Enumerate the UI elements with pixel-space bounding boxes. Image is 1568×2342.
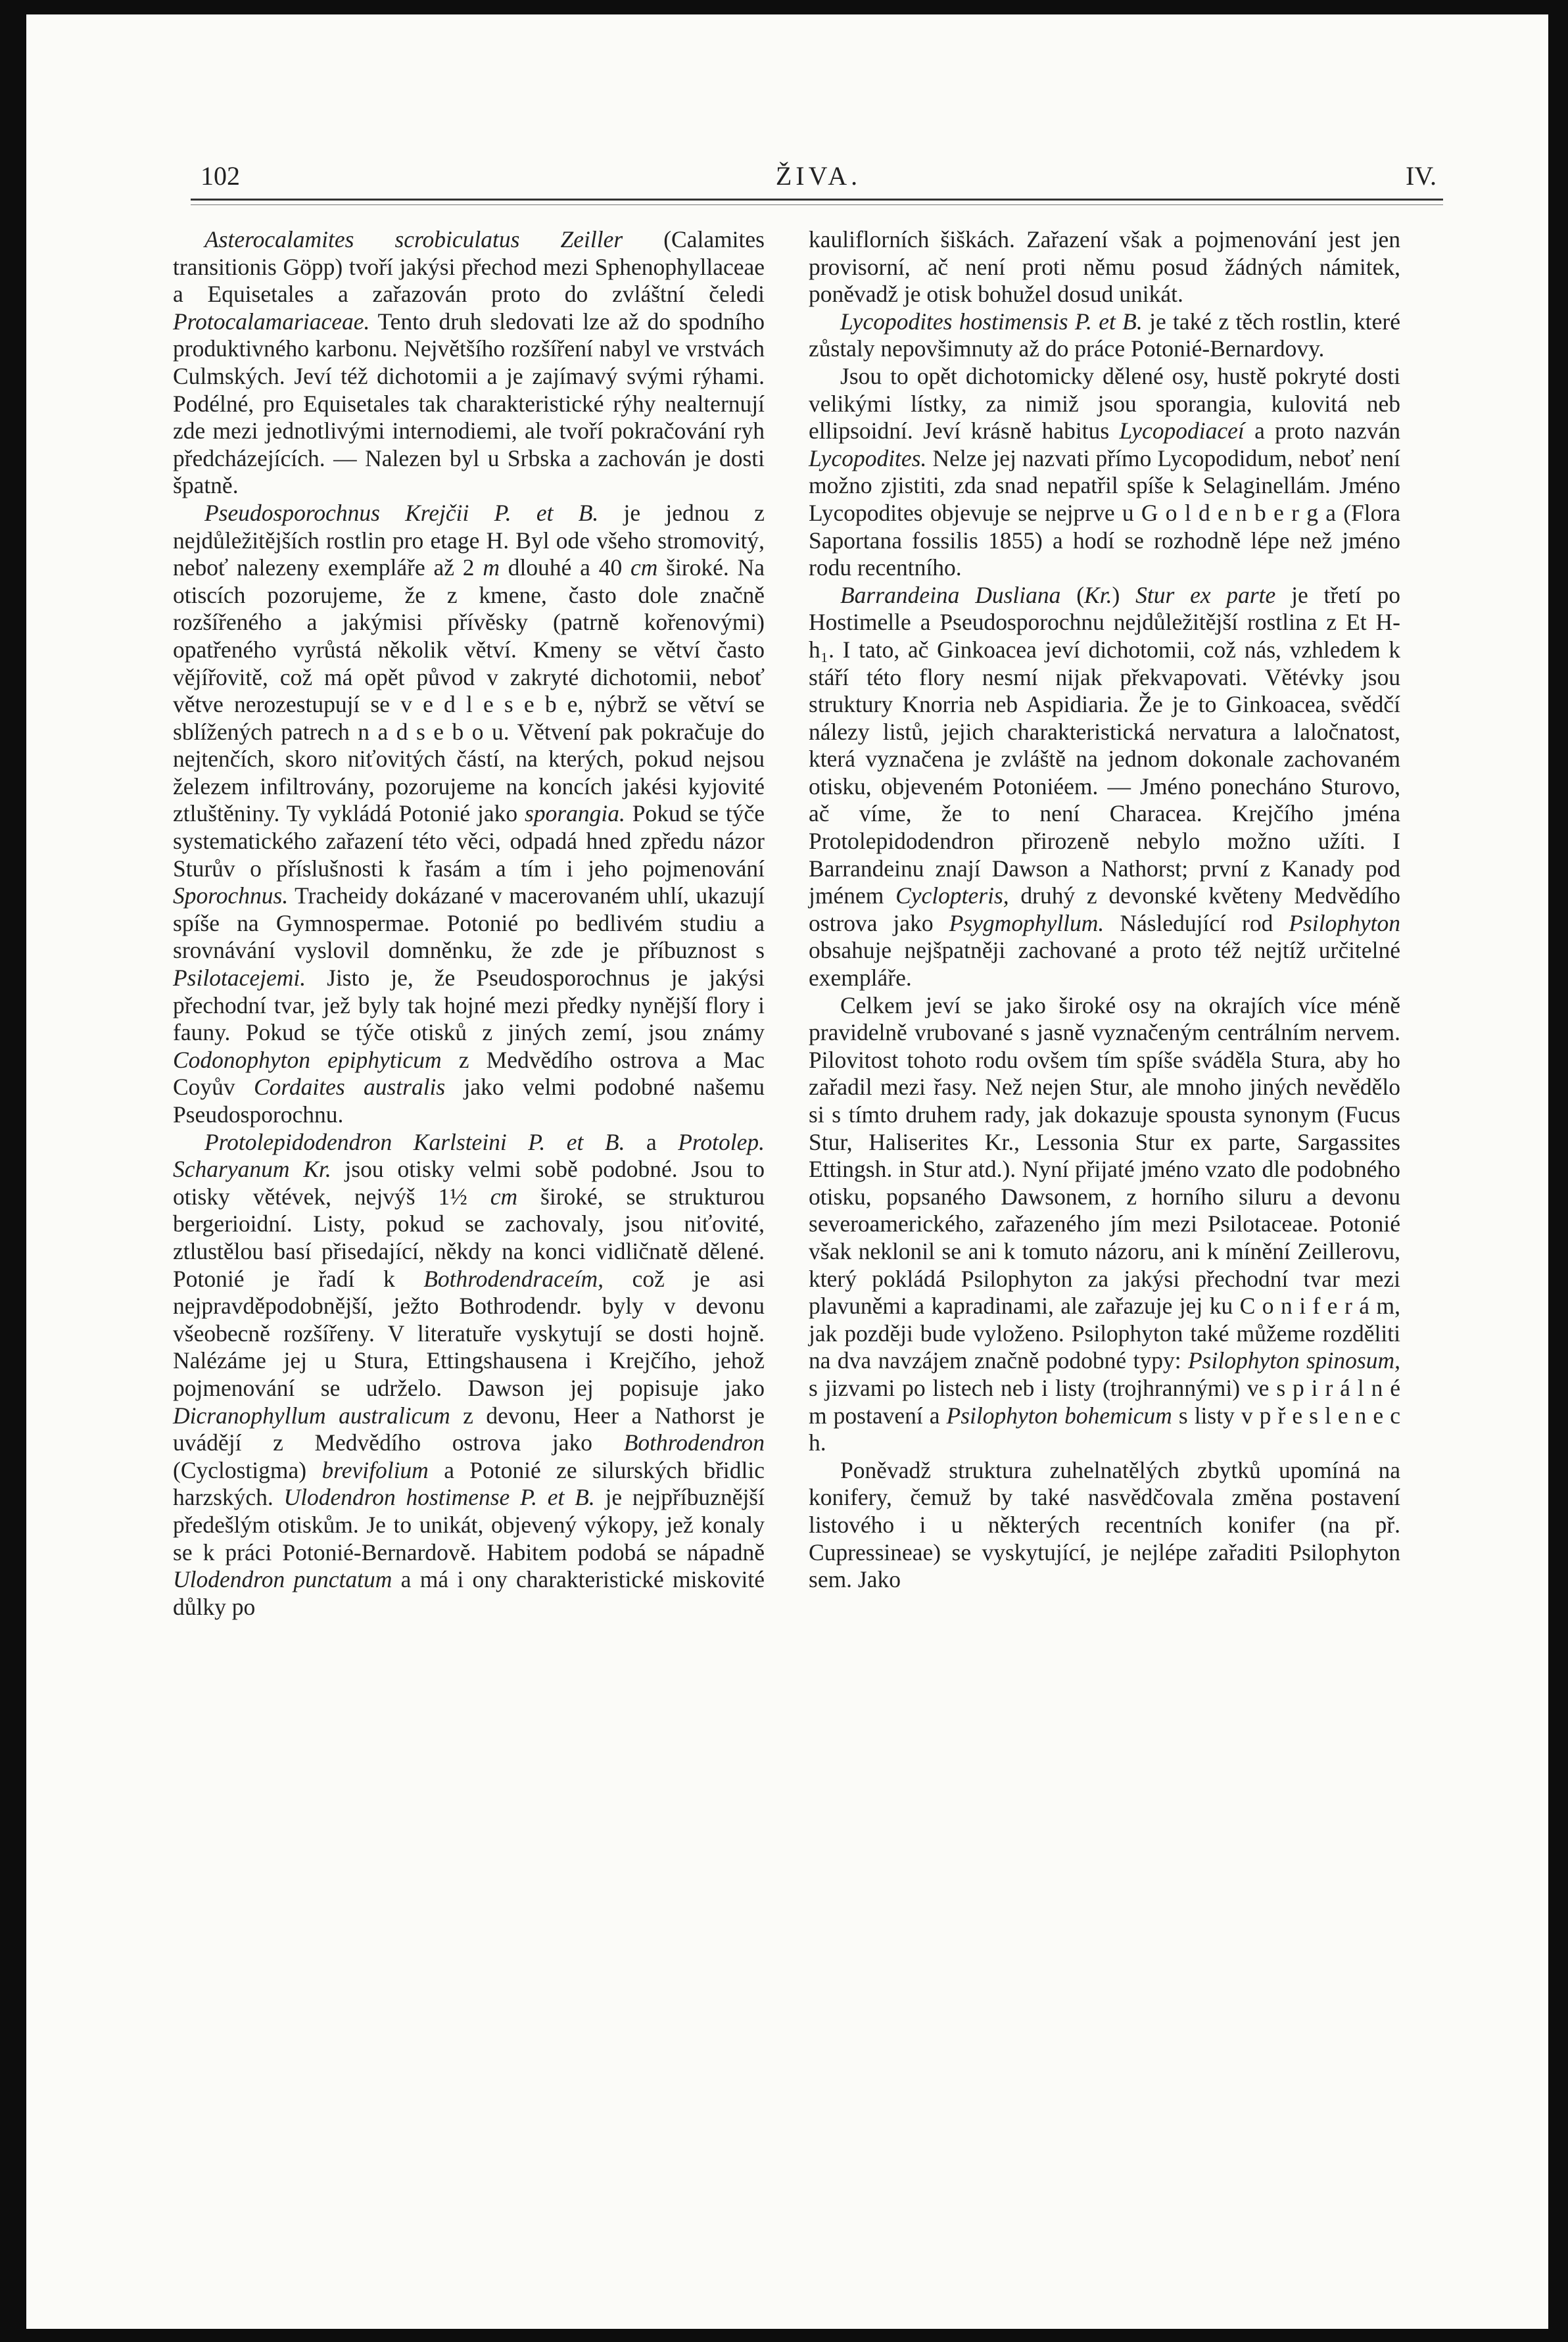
italic-text: Ulodendron hostimense P. et B. xyxy=(283,1484,595,1511)
header-rule-thin xyxy=(191,204,1443,205)
document-page xyxy=(26,14,1548,2329)
text-run: široké. Na otiscích pozorujeme, že z kmene, často dole značně rozšířeného a jakýmisi přívěsky (patrně kořenovými) opatřeného vyrůstá několik větví. Kmeny se větví často vějířovitě, což má opět původ v zakryté dichotomii, neboť větve nerozestupují se v e d l e s e b e, nýbrž se větví se sblížených patrech n a d s e b o u. Větvení pak pokračuje do nejtenčích, skoro niťovitých částí, na kterých, pokud nejsou železem infiltrovány, pozorujeme na koncích jakési kyjovité ztluštěniny. Ty vykládá Potonié jako xyxy=(173,554,765,827)
italic-text: Lycopodiaceí xyxy=(1119,418,1245,444)
italic-text: cm xyxy=(490,1183,518,1210)
italic-text: Lycopodites hostimensis P. et B. xyxy=(840,308,1143,335)
text-run: Tracheidy dokázané v macerovaném uhlí, ukazují spíše na Gymnospermae. Potonié po bedlivém studiu a srovnávání vyslovil domněnku, že zde je příbuznost s xyxy=(173,882,765,964)
paragraph xyxy=(173,500,765,1129)
text-run: dlouhé a 40 xyxy=(499,554,630,581)
text-run: kauliflorních šiškách. Zařazení však a pojmenování jest jen provisorní, ač není proti němu posud žádných námitek, poněvadž je otisk bohužel dosud unikát. xyxy=(809,226,1400,308)
header-rule xyxy=(191,199,1443,201)
text-run: což je asi nejpravděpodobnější, ježto Bothrodendr. byly v devonu všeobecně rozšířeny. V literatuře vyskytují se dosti hojně. Nalézáme jej u Stura, Ettingshausena i Krejčího, jehož pojmenování se udrželo. Dawson jej popisuje jako xyxy=(173,1265,765,1401)
italic-text: Protolepidodendron Karlsteini P. et B. xyxy=(204,1128,625,1155)
paragraph xyxy=(809,226,1400,308)
text-run: a proto nazván xyxy=(1244,418,1400,444)
text-run: Nelze jej nazvati přímo Lycopodidum, neboť není možno zjistiti, zda snad nepatřil spíše k Selaginellám. Jméno Lycopodites objevuje se nejprve u G o l d e n b e r g a (Flora Saportana fossilis 1855) a hodí se rozhodně lépe než jméno rodu recentního. xyxy=(809,444,1400,581)
paragraph xyxy=(809,992,1400,1457)
paragraph xyxy=(809,308,1400,363)
text-run: a xyxy=(625,1128,678,1155)
italic-text: Protocalamariaceae. xyxy=(173,308,370,335)
italic-text: cm xyxy=(630,554,658,581)
italic-text: Cordaites australis xyxy=(253,1074,446,1101)
text-run: ( xyxy=(1060,581,1085,608)
text-run: (Cyclostigma) xyxy=(173,1456,322,1483)
paragraph xyxy=(173,1129,765,1621)
italic-text: Psilophyton xyxy=(1289,909,1400,936)
italic-text: Kr. xyxy=(1084,581,1112,608)
italic-text: Dicranophyllum australicum xyxy=(173,1402,450,1429)
text-run: je jednou z nejdůležitějších rostlin pro etage H. Byl ode všeho stromovitý, neboť nalezeny exempláře až 2 xyxy=(173,499,765,581)
text-run: je třetí po Hostimelle a Pseudosporochnu nejdůležitější rostlina z Et H-h₁. I tato, ač Ginkoacea jeví dichotomii, což nás, vzhledem k stáří této flory nesmí nijak překvapovati. Větévky jsou struktury Knorria neb Aspidiaria. Že je to Ginkoacea, svědčí nálezy listů, jejich charakteristická nervatura a laločnatost, která vyznačena je zvláště na jednom dokonale zachovaném otisku, objeveném Potoniéem. — Jméno ponecháno Sturovo, ač víme, že to není Characea. Krejčího jména Protolepidodendron přirozeně nebylo možno užíti. I Barrandeinu znají Dawson a Nathorst; první z Kanady pod jménem xyxy=(809,581,1400,909)
running-header xyxy=(201,160,1437,197)
italic-text: Codonophyton epiphyticum xyxy=(173,1046,442,1073)
text-run: ) xyxy=(1112,581,1136,608)
italic-text: Psilophyton spinosum, xyxy=(1187,1347,1400,1374)
text-run: obsahuje nejšpatněji zachované a proto též nejtíž určitelné exempláře. xyxy=(809,937,1400,992)
page-number: 102 xyxy=(201,161,240,191)
italic-text: Bothrodendraceím, xyxy=(423,1265,604,1292)
italic-text: Bothrodendron xyxy=(623,1429,765,1456)
italic-text: Pseudosporochnus Krejčii P. et B. xyxy=(204,499,599,526)
text-run: je nejpříbuznější předešlým otiskům. Je to unikát, objevený výkopy, jež konaly se k práci Potonié-Bernardově. Habitem podobá se nápadně xyxy=(173,1484,765,1565)
italic-text: brevifolium xyxy=(321,1456,429,1483)
text-run: druhý z devonské květeny Medvědího ostrova jako xyxy=(809,882,1400,936)
italic-text: Ulodendron punctatum xyxy=(173,1566,392,1593)
text-run: Poněvadž struktura zuhelnatělých zbytků upomíná na konifery, čemuž by také nasvědčovala změna postavení listového i u některých recentních konifer (na př. Cupressineae) se vyskytující, je nejlépe zařaditi Psilophyton sem. Jako xyxy=(809,1456,1400,1593)
text-run: (Calamites transitionis Göpp) tvoří jakýsi přechod mezi Sphenophyllaceae a Equisetales a zařazován proto do zvláštní čeledi xyxy=(173,226,765,308)
text-run: široké, se strukturou bergerioidní. Listy, pokud se zachovaly, jsou niťovité, ztlustělou basí přisedající, někdy na konci vidličnatě dělené. Potonié je řadí k xyxy=(173,1183,765,1292)
text-run: jsou otisky velmi sobě podobné. Jsou to otisky větévek, nejvýš 1½ xyxy=(173,1156,765,1210)
italic-text: Psilophyton bohemicum xyxy=(946,1402,1172,1429)
right-column xyxy=(809,226,1400,1594)
text-run: a Potonié ze silurských břidlic harzských. xyxy=(173,1456,765,1511)
text-run: s jizvami po listech neb i listy (trojhrannými) ve s p i r á l n é m postavení a xyxy=(809,1374,1400,1429)
text-run: Tento druh sledovati lze až do spodního produktivného karbonu. Největšího rozšíření nabyl ve vrstvách Culmských. Jeví též dichotomii a je zajímavý svými rýhami. Podélné, pro Equisetales tak charakteristické rýhy nealternují zde mezi jednotlivými internodiemi, ale tvoří pokračování ryh předcházejících. — Nalezen byl u Srbska a zachován je dosti špatně. xyxy=(173,308,765,499)
text-run: jako velmi podobné našemu Pseudosporochnu. xyxy=(173,1074,765,1128)
text-run: Jisto je, že Pseudosporochnus je jakýsi přechodní tvar, jež byly tak hojné mezi předky nynější flory i fauny. Pokud se týče otisků z jiných zemí, jsou známy xyxy=(173,965,765,1046)
italic-text: Protolep. Scharyanum Kr. xyxy=(173,1128,765,1183)
text-run: Následující rod xyxy=(1104,909,1289,936)
text-run: Pokud se týče systematického zařazení této věci, odpadá hned zpředu názor Sturův o příslušnosti k řasám a tím i jeho pojmenování xyxy=(173,800,765,882)
volume-number: IV. xyxy=(1405,161,1437,191)
italic-text: Stur ex parte xyxy=(1135,581,1276,608)
italic-text: Asterocalamites scrobiculatus Zeiller xyxy=(204,226,623,252)
italic-text: Cyclopteris, xyxy=(895,882,1009,909)
paragraph xyxy=(809,582,1400,992)
italic-text: Sporochnus. xyxy=(173,882,289,909)
italic-text: m xyxy=(483,554,500,581)
italic-text: Psygmophyllum. xyxy=(949,909,1105,936)
paragraph xyxy=(809,363,1400,582)
text-run: z Medvědího ostrova a Mac Coyův xyxy=(173,1046,765,1101)
italic-text: sporangia. xyxy=(525,800,625,827)
text-run: je také z těch rostlin, které zůstaly nepovšimnuty až do práce Potonié-Bernardovy. xyxy=(809,308,1400,362)
paragraph xyxy=(173,226,765,500)
italic-text: Psilotacejemi. xyxy=(173,965,306,992)
text-run: a má i ony charakteristické miskovité důlky po xyxy=(173,1566,765,1620)
text-run: Jsou to opět dichotomicky dělené osy, hustě pokryté dosti velikými lístky, za nimiž jsou sporangia, kulovitá neb ellipsoidní. Jeví krásně habitus xyxy=(809,362,1400,444)
text-run: Celkem jeví se jako široké osy na okrajích více méně pravidelně vrubované s jasně vyznačeným centrálním nervem. Pilovitost tohoto rodu ovšem tím spíše sváděla Stura, aby ho zařadil mezi řasy. Než nejen Stur, ale mnoho jiných nevědělo si s tímto druhem rady, jak dokazuje spousta synonym (Fucus Stur, Haliserites Kr., Lessonia Stur ex parte, Sargassites Ettingsh. in Stur atd.). Nyní přijaté jméno vzato dle podobného otisku, popsaného Dawsonem, z horního siluru a devonu severoamerického, zařazeného jím mezi Psilotaceae. Potonié však neklonil se ani k tomuto názoru, ani k mínění Zeillerovu, který pokládá Psilophyton za jakýsi přechodní tvar mezi plavuněmi a kapradinami, ale zařazuje jej ku C o n i f e r á m, jak později bude vyloženo. Psilophyton také můžeme rozděliti na dva navzájem značně podobné typy: xyxy=(809,992,1400,1374)
text-run: s listy v p ř e s l e n e c h. xyxy=(809,1402,1400,1456)
text-run: z devonu, Heer a Nathorst je uvádějí z Medvědího ostrova jako xyxy=(173,1402,765,1456)
journal-title: ŽIVA. xyxy=(775,161,862,191)
paragraph xyxy=(809,1457,1400,1594)
italic-text: Lycopodites. xyxy=(809,444,927,471)
italic-text: Barrandeina Dusliana xyxy=(840,581,1061,608)
left-column xyxy=(173,226,765,1621)
